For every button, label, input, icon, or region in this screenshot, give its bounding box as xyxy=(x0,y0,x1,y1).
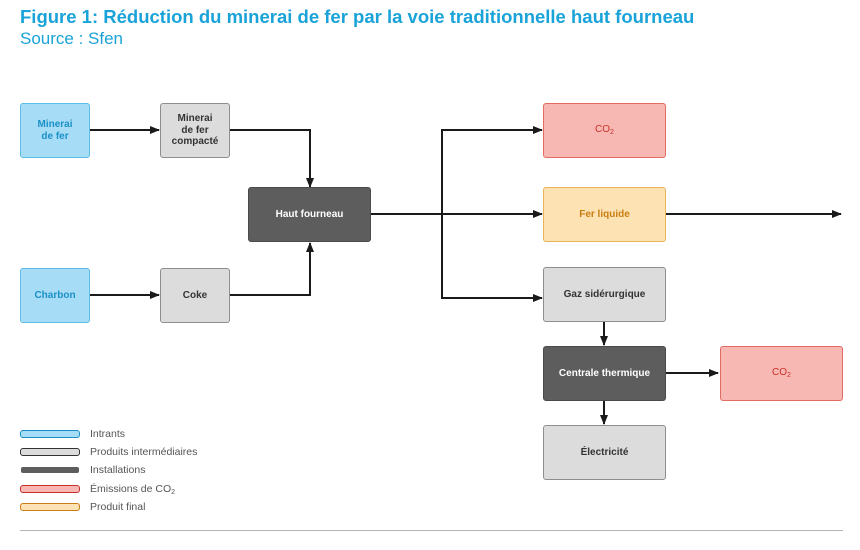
node-co2-haut-fourneau-label: $CO_2$ xyxy=(595,123,614,136)
node-minerai-de-fer xyxy=(20,103,90,158)
figure-source: Source : Sfen xyxy=(20,29,124,48)
arrow-haut-fourneau-to-co2 xyxy=(442,130,542,215)
node-electricite-label: Électricité xyxy=(580,446,629,458)
legend-swatch-produit-final xyxy=(20,503,80,511)
legend-label-intrants: Intrants xyxy=(90,428,126,440)
arrow-coke-to-haut-fourneau xyxy=(230,243,310,295)
legend-swatch-installations xyxy=(20,466,80,474)
node-haut-fourneau-label: Haut fourneau xyxy=(275,208,344,220)
bottom-divider xyxy=(20,530,843,531)
node-coke xyxy=(160,268,230,323)
legend-item-intrants xyxy=(20,427,125,441)
legend-swatch-intrants xyxy=(20,430,80,438)
legend-label-produits-intermediaires: Produits intermédiaires xyxy=(90,446,198,458)
node-charbon xyxy=(20,268,90,323)
legend-label-installations: Installations xyxy=(90,464,146,476)
legend-item-produits-intermediaires xyxy=(20,445,197,459)
legend-label-produit-final: Produit final xyxy=(90,501,146,513)
node-minerai-compacte xyxy=(160,103,230,158)
legend-label-emissions: Émissions de $CO_2$ xyxy=(90,482,176,496)
node-charbon-label: Charbon xyxy=(34,289,76,301)
legend-item-produit-final xyxy=(20,500,145,514)
arrow-haut-fourneau-to-gaz xyxy=(442,214,542,298)
node-gaz-siderurgique xyxy=(543,267,666,322)
node-co2-centrale-label: $CO_2$ xyxy=(772,366,791,379)
node-electricite xyxy=(543,425,666,480)
node-co2-centrale xyxy=(720,346,843,401)
node-fer-liquide xyxy=(543,187,666,242)
legend-item-emissions xyxy=(20,482,175,496)
node-haut-fourneau xyxy=(248,187,371,242)
figure-title: Figure 1: Réduction du minerai de fer par la voie traditionnelle haut fourneau xyxy=(20,6,695,27)
node-fer-liquide-label: Fer liquide xyxy=(579,208,630,220)
node-minerai-compacte-label: Minerai de fer compacté xyxy=(171,113,219,148)
arrow-compacte-to-haut-fourneau xyxy=(230,130,310,187)
legend-swatch-emissions xyxy=(20,485,80,493)
node-minerai-de-fer-label: Minerai de fer xyxy=(37,119,73,142)
node-co2-haut-fourneau xyxy=(543,103,666,158)
legend-item-installations xyxy=(20,463,145,477)
node-centrale-thermique xyxy=(543,346,666,401)
node-gaz-siderurgique-label: Gaz sidérurgique xyxy=(563,288,646,300)
legend-swatch-produits-intermediaires xyxy=(20,448,80,456)
node-coke-label: Coke xyxy=(182,289,208,301)
node-centrale-thermique-label: Centrale thermique xyxy=(558,367,651,379)
